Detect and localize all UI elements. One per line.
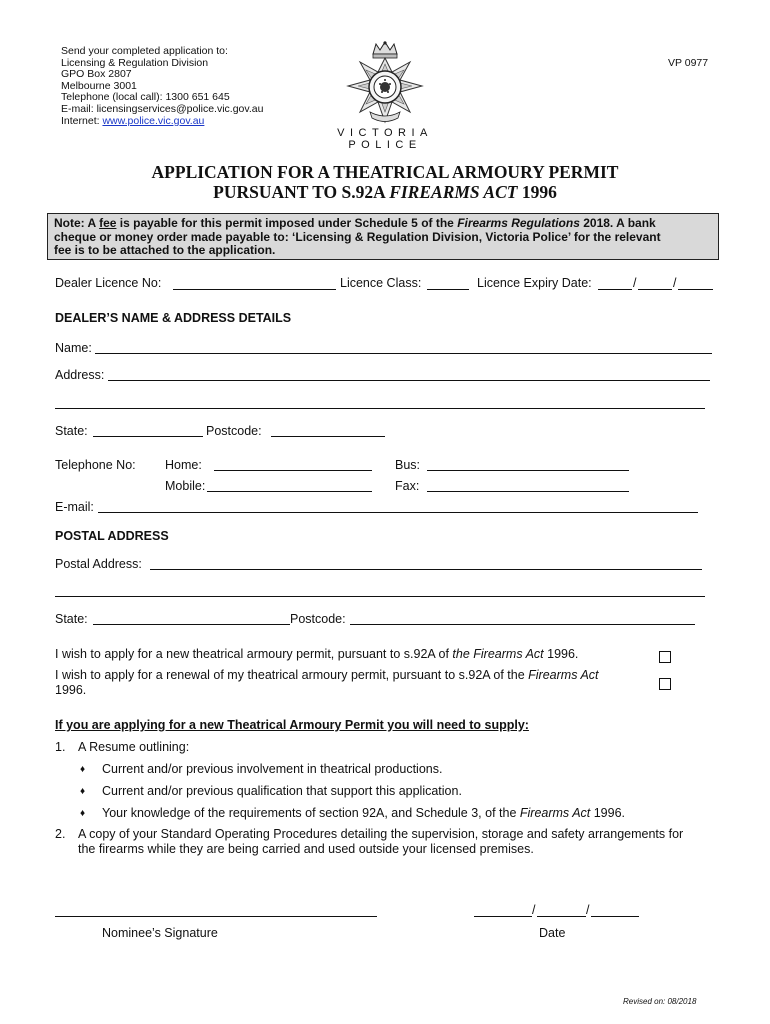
address-field[interactable]	[108, 380, 710, 381]
bullet3-year: 1996.	[590, 806, 626, 820]
nominee-signature-field[interactable]	[55, 916, 377, 917]
postal-state-label: State:	[55, 612, 88, 626]
victoria-police-badge-logo	[340, 40, 430, 128]
sign-date-year-field[interactable]	[591, 916, 639, 917]
bullet-diamond-icon: ♦	[80, 786, 86, 797]
note-fee: fee	[99, 216, 117, 230]
item2-line2: the firearms while they are being carried and used outside your licensed premises.	[78, 842, 534, 856]
internet-line	[61, 116, 263, 128]
requirements-heading: If you are applying for a new Theatrical Armoury Permit you will need to supply:	[55, 718, 529, 732]
mobile-label: Mobile:	[165, 479, 206, 493]
postal-address-field-line2[interactable]	[55, 596, 705, 597]
bullet-diamond-icon: ♦	[80, 764, 86, 775]
licence-class-label: Licence Class:	[340, 276, 422, 290]
bullet3-text	[102, 806, 625, 821]
page-title-line1: APPLICATION FOR A THEATRICAL ARMOURY PERMIT	[151, 162, 619, 182]
city-text: Melbourne 3001	[61, 79, 137, 92]
sign-date-day-field[interactable]	[474, 916, 532, 917]
email-label: E-mail:	[55, 500, 94, 514]
home-phone-field[interactable]	[214, 470, 372, 471]
division-text: Licensing & Regulation Division	[61, 56, 209, 69]
new-permit-checkbox[interactable]	[659, 651, 671, 663]
bullet1-text: Current and/or previous involvement in theatrical productions.	[102, 762, 443, 776]
name-label: Name:	[55, 341, 92, 355]
date-slash: /	[673, 276, 677, 290]
item2-line1: A copy of your Standard Operating Procedures detailing the supervision, storage and safety arrangements for	[78, 827, 684, 841]
bullet-diamond-icon: ♦	[80, 808, 86, 819]
licence-expiry-label: Licence Expiry Date:	[477, 276, 592, 290]
dealer-licence-label: Dealer Licence No:	[55, 276, 162, 290]
title-prefix: PURSUANT TO S.92A	[213, 182, 390, 202]
item1-text: A Resume outlining:	[78, 740, 190, 754]
postal-state-field[interactable]	[93, 624, 290, 625]
item1-number: 1.	[55, 740, 66, 754]
home-label: Home:	[165, 458, 202, 472]
po-box-text: GPO Box 2807	[61, 68, 132, 81]
page-title-line2	[0, 182, 770, 203]
note-prefix: Note: A	[54, 216, 100, 230]
renewal-option-line1	[55, 668, 650, 683]
nominee-signature-label: Nominee’s Signature	[102, 926, 218, 940]
state-field[interactable]	[93, 436, 203, 437]
postal-section-heading: POSTAL ADDRESS	[55, 529, 169, 543]
mobile-field[interactable]	[207, 491, 372, 492]
postal-address-label: Postal Address:	[55, 557, 142, 571]
item2-text	[78, 827, 718, 857]
email-field[interactable]	[98, 512, 698, 513]
bus-phone-field[interactable]	[427, 470, 629, 471]
date-label: Date	[539, 926, 566, 940]
expiry-month-field[interactable]	[638, 289, 672, 290]
postal-postcode-label: Postcode:	[290, 612, 346, 626]
renewal-year: 1996.	[55, 683, 87, 697]
bus-label: Bus:	[395, 458, 421, 472]
telephone-text: Telephone (local call): 1300 651 645	[61, 91, 230, 104]
new-option-year: 1996.	[543, 647, 579, 661]
note-rest1: 2018. A bank	[579, 216, 656, 230]
bullet2-text: Current and/or previous qualification that support this application.	[102, 784, 462, 798]
dealer-licence-field[interactable]	[173, 289, 336, 290]
return-address	[61, 46, 263, 127]
fax-field[interactable]	[427, 491, 629, 492]
email-text: E-mail: licensingservices@police.vic.gov.au	[61, 102, 264, 115]
postcode-field[interactable]	[271, 436, 385, 437]
send-to-text: Send your completed application to:	[61, 45, 228, 57]
address-field-line2[interactable]	[55, 408, 705, 409]
note-mid: is payable for this permit imposed under Schedule 5 of the	[116, 216, 458, 230]
note-line1	[54, 217, 712, 231]
new-permit-option-text	[55, 647, 578, 662]
bullet3-act: Firearms Act	[519, 806, 591, 820]
expiry-day-field[interactable]	[598, 289, 632, 290]
note-line2: cheque or money order made payable to: ‘Licensing & Regulation Division, Victoria Police’ for the relevant	[54, 229, 661, 244]
internet-label: Internet:	[61, 114, 103, 127]
fax-label: Fax:	[395, 479, 420, 493]
bullet3-prefix: Your knowledge of the requirements of section 92A, and Schedule 3, of the	[102, 806, 520, 820]
website-link[interactable]: www.police.vic.gov.au	[102, 114, 205, 127]
renewal-act: Firearms Act	[528, 668, 599, 682]
renewal-option-text	[55, 668, 650, 698]
postcode-label: Postcode:	[206, 424, 262, 438]
dealer-section-heading: DEALER’S NAME & ADDRESS DETAILS	[55, 311, 292, 325]
new-option-prefix: I wish to apply for a new theatrical armoury permit, pursuant to s.92A of	[55, 647, 453, 661]
renewal-permit-checkbox[interactable]	[659, 678, 671, 690]
expiry-year-field[interactable]	[678, 289, 713, 290]
sign-date-month-field[interactable]	[537, 916, 586, 917]
date-slash: /	[532, 903, 536, 917]
address-label: Address:	[55, 368, 105, 382]
postal-postcode-field[interactable]	[350, 624, 695, 625]
note-line3: fee is to be attached to the application.	[54, 243, 276, 257]
renewal-prefix: I wish to apply for a renewal of my theatrical armoury permit, pursuant to s.92A of the	[55, 668, 529, 682]
licence-class-field[interactable]	[427, 289, 469, 290]
telephone-label: Telephone No:	[55, 458, 136, 472]
postal-address-field[interactable]	[150, 569, 702, 570]
item2-number: 2.	[55, 827, 66, 841]
fee-note-box	[47, 213, 719, 260]
badge-icon	[340, 40, 430, 128]
new-option-act: the Firearms Act	[452, 647, 544, 661]
note-regs: Firearms Regulations	[457, 216, 580, 230]
title-year: 1996	[517, 182, 557, 202]
title-act: FIREARMS ACT	[389, 182, 518, 202]
date-slash: /	[586, 903, 590, 917]
state-label: State:	[55, 424, 88, 438]
revised-date: Revised on: 08/2018	[623, 997, 697, 1006]
name-field[interactable]	[95, 353, 712, 354]
form-code: VP 0977	[668, 57, 709, 69]
date-slash: /	[633, 276, 637, 290]
org-name: VICTORIA POLICE	[337, 127, 433, 151]
